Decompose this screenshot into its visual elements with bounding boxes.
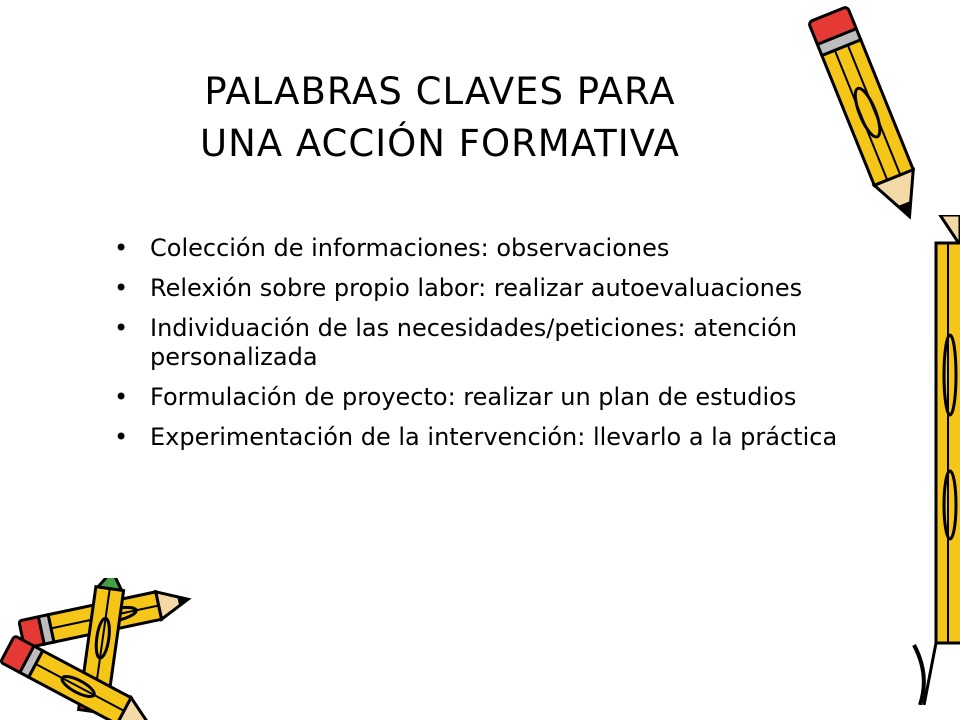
bullet-dot: •	[114, 314, 129, 342]
bullet-text: Formulación de proyecto: realizar un plan de estudios	[150, 383, 797, 411]
bullet-item	[112, 423, 872, 452]
slide-title-line-1: PALABRAS CLAVES PARA	[204, 70, 676, 113]
bullet-item	[112, 383, 872, 412]
right-edge-pencil-icon	[900, 215, 960, 705]
bullet-dot: •	[114, 274, 129, 302]
bullet-dot: •	[114, 423, 129, 451]
top-right-pencil-icon	[800, 0, 950, 230]
bullet-dot: •	[114, 234, 129, 262]
bullet-item	[112, 274, 872, 303]
bullet-text: Colección de informaciones: observaciones	[150, 234, 670, 262]
bullet-text: Experimentación de la intervención: llevarlo a la práctica	[150, 423, 838, 451]
bullet-text: Relexión sobre propio labor: realizar autoevaluaciones	[150, 274, 803, 302]
slide-title	[80, 66, 800, 170]
bottom-left-pencils-icon	[0, 578, 200, 720]
bullet-item	[112, 234, 872, 263]
bullet-text: Individuación de las necesidades/peticiones: atención personalizada	[150, 314, 798, 371]
bullet-dot: •	[114, 383, 129, 411]
slide-title-line-2: UNA ACCIÓN FORMATIVA	[200, 122, 680, 165]
bullet-list	[112, 234, 872, 463]
bullet-item	[112, 314, 872, 372]
